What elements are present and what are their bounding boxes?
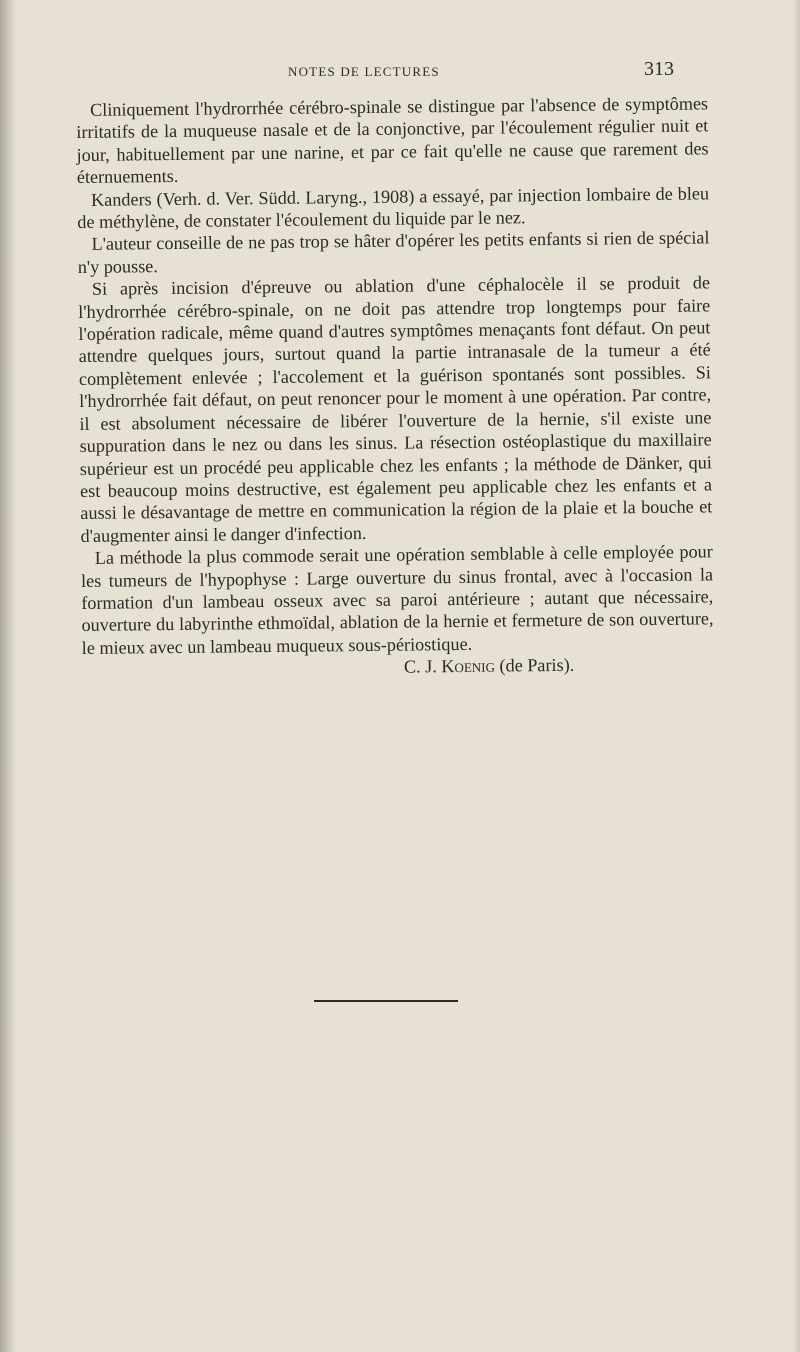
page-edge-shadow bbox=[792, 0, 800, 1352]
page-header bbox=[0, 56, 800, 86]
paragraph-operation-indications: Si après incision d'épreuve ou ablation d'une céphalocèle il se produit de l'hydrorrhée cérébro-spinale, on ne doit pas attendre trop longtemps pour faire l'opération radicale, même quand d'autres symptômes menaçants font défaut. On peut attendre quelques jours, surtout quand la partie intranasale de la tumeur a été complètement enlevée ; l'accolement et la guérison spontanés sont possibles. Si l'hydrorrhée fait défaut, on peut renoncer pour le moment à une opération. Par contre, il est absolument nécessaire de libérer l'ouverture de la hernie, s'il existe une suppuration dans le nez ou dans les sinus. La résection ostéoplastique du maxillaire supérieur est un procédé peu applicable chez les enfants ; la méthode de Dänker, qui est beaucoup moins destructive, est également peu applicable chez les enfants et a aussi le désavantage de mettre en communication la région de la plaie et la bouche et d'augmenter ainsi le danger d'infection. bbox=[78, 272, 713, 546]
paragraph-preferred-method: La méthode la plus commode serait une opération semblable à celle employée pour les tumeurs de l'hypophyse : Large ouverture du sinus frontal, avec à l'occasion la formation d'un lambeau osseux avec sa paroi antérieure ; autant que nécessaire, ouverture du labyrinthe ethmoïdal, ablation de la hernie et fermeture de son ouverture, le mieux avec un lambeau muqueux sous-périostique. bbox=[80, 541, 714, 658]
signature-place: (de Paris). bbox=[499, 654, 575, 676]
paragraph-author-advice: L'auteur conseille de ne pas trop se hâter d'opérer les petits enfants si rien de spécial n'y pousse. bbox=[77, 227, 710, 277]
paragraph-clinical-distinction: Cliniquement l'hydrorrhée cérébro-spinale se distingue par l'absence de symptômes irritatifs de la muqueuse nasale et de la conjonctive, par l'écoulement régulier nuit et jour, habituellement par une narine, et par ce fait qu'elle ne cause que rarement des éternuements. bbox=[76, 93, 709, 188]
paragraph-kanders-study: Kanders (Verh. d. Ver. Südd. Laryng., 1908) a essayé, par injection lombaire de bleu de méthylène, de constater l'écoulement du liquide par le nez. bbox=[77, 183, 710, 233]
section-end-rule bbox=[314, 1000, 458, 1002]
article-body bbox=[76, 92, 714, 681]
signature-initials: C. J. bbox=[403, 656, 437, 677]
page-number: 313 bbox=[644, 58, 674, 80]
running-title: NOTES DE LECTURES bbox=[288, 64, 440, 79]
signature-name: Koenig bbox=[441, 655, 496, 677]
page-binding-shadow bbox=[0, 0, 16, 1352]
